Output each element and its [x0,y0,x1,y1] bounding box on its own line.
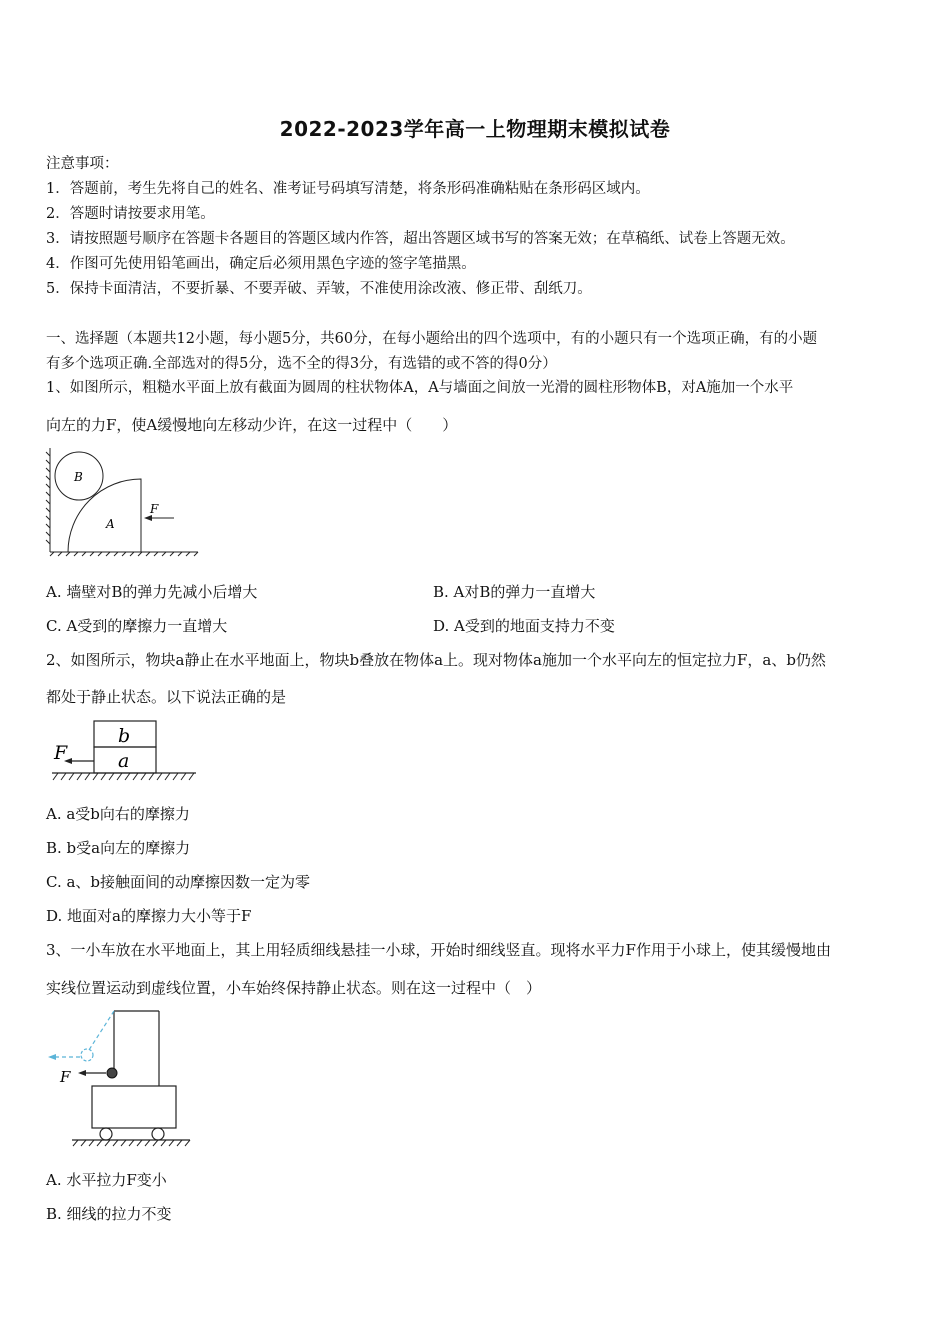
section-instructions-line-1: 一、选择题（本题共12小题，每小题5分，共60分，在每小题给出的四个选项中，有的小题只有一个选项正确，有的小题 [46,331,818,347]
label-a: a [118,750,130,772]
q2-option-c[interactable]: C. a、b接触面间的动摩擦因数一定为零 [46,873,311,891]
force-arrow-icon [78,1070,86,1076]
ball-solid [107,1068,117,1078]
q1-stem-line-1: 1、如图所示，粗糙水平面上放有截面为圆周的柱状物体A，A与墙面之间放一光滑的圆柱形物体B，对A施加一个水平 [46,380,794,396]
q2-option-d[interactable]: D. 地面对a的摩擦力大小等于F [46,907,252,925]
notice-item-5: 5．保持卡面清洁，不要折暴、不要弄破、弄皱，不准使用涂改液、修正带、刮纸刀。 [46,281,592,297]
q3-stem-line-2: 实线位置运动到虚线位置，小车始终保持静止状态。则在这一过程中（ ） [46,979,542,997]
dashed-arrow-icon [48,1054,56,1060]
notice-item-2: 2．答题时请按要求用笔。 [46,206,215,222]
q1-option-d[interactable]: D. A受到的地面支持力不变 [433,617,615,635]
q2-option-b[interactable]: B. b受a向左的摩擦力 [46,839,191,857]
quarter-cylinder-a [68,479,141,552]
notice-item-1: 1．答题前，考生先将自己的姓名、准考证号码填写清楚，将条形码准确粘贴在条形码区域内。 [46,181,650,197]
wheel-left [100,1128,112,1140]
q1-option-a[interactable]: A. 墙壁对B的弹力先减小后增大 [46,583,258,601]
label-b: b [118,725,131,747]
q1-option-c[interactable]: C. A受到的摩擦力一直增大 [46,617,228,635]
q2-stem-line-1: 2、如图所示，物块a静止在水平地面上，物块b叠放在物体a上。现对物体a施加一个水平向左的恒定拉力F，a、b仍然 [46,651,826,669]
notice-heading: 注意事项： [46,156,119,172]
label-a: A [106,517,115,531]
q3-option-a[interactable]: A. 水平拉力F变小 [46,1171,167,1189]
label-f: F [54,742,68,764]
string-dashed [89,1011,114,1050]
q1-stem-line-2: 向左的力F，使A缓慢地向左移动少许，在这一过程中（ ） [46,416,458,434]
q2-figure [50,719,200,787]
q2-option-a[interactable]: A. a受b向右的摩擦力 [46,805,190,823]
q3-stem-line-1: 3、一小车放在水平地面上，其上用轻质细线悬挂一小球，开始时细线竖直。现将水平力F作用于小球上，使其缓慢地由 [46,941,831,959]
label-b: B [74,470,83,484]
notice-item-3: 3．请按照题号顺序在答题卡各题目的答题区域内作答，超出答题区域书写的答案无效；在草稿纸、试卷上答题无效。 [46,231,795,247]
page-title: 2022-2023学年高一上物理期末模拟试卷 [279,117,671,141]
section-instructions-line-2: 有多个选项正确.全部选对的得5分，选不全的得3分，有选错的或不答的得0分） [46,356,557,372]
q3-option-b[interactable]: B. 细线的拉力不变 [46,1205,172,1223]
q1-figure [44,446,204,558]
q2-stem-line-2: 都处于静止状态。以下说法正确的是 [46,688,287,706]
ball-dashed [81,1049,93,1061]
q3-figure [44,1008,194,1154]
cart-body [92,1086,176,1128]
label-f: F [60,1068,71,1086]
label-f: F [150,502,159,516]
notice-item-4: 4．作图可先使用铅笔画出，确定后必须用黑色字迹的签字笔描黑。 [46,256,476,272]
q1-option-b[interactable]: B. A对B的弹力一直增大 [433,583,596,601]
wheel-right [152,1128,164,1140]
